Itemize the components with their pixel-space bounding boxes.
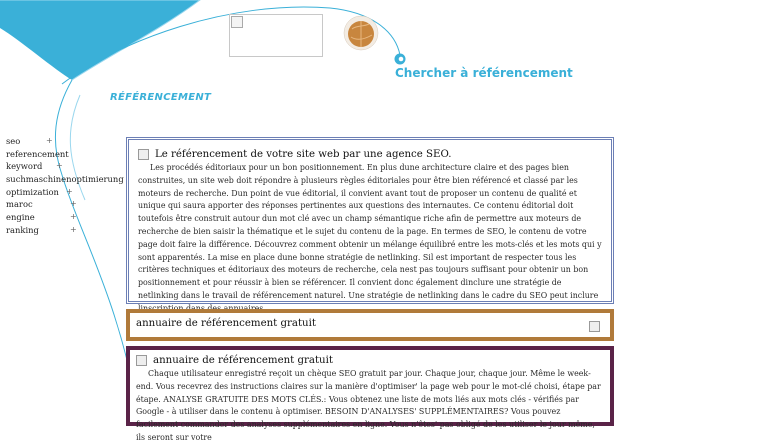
nav-item-seo[interactable]: [6, 136, 116, 149]
article-title-text: annuaire de référencement gratuit: [153, 355, 333, 366]
expand-plus-icon[interactable]: +: [46, 136, 53, 145]
nav-item-label: suchmaschinenoptimierung: [6, 174, 124, 185]
expand-plus-icon[interactable]: +: [56, 161, 63, 171]
nav-item-label: referencement: [6, 148, 69, 159]
article-title-text: Le référencement de votre site web par une agence SEO.: [155, 149, 452, 160]
article-seo-agency: [126, 137, 614, 304]
nav-item-label: keyword: [6, 161, 43, 172]
nav-item-maroc[interactable]: [6, 199, 116, 212]
sidebar-nav: [6, 136, 124, 238]
broken-image-icon: [136, 355, 147, 366]
nav-item-keyword[interactable]: [6, 161, 116, 174]
article-title[interactable]: [138, 148, 604, 161]
globe-logo-icon: [343, 15, 379, 51]
article-body: Chaque utilisateur enregistré reçoit un chèque SEO gratuit par jour. Chaque jour, chaque jour. Même le week-end. Vous recevrez des instructions claires sur la manière d'optimiser' la page web pour le mot-clé choisi, étape par étape. ANALYSE GRATUITE DES MOTS CLÉS.: Vous obtenez une liste de mots liés aux mots clés - vérifiés par Google - à utiliser dans le contenu à optimiser. BESOIN D'ANALYSES' SUPPLÉMENTAIRES? Vous pouvez facilement commander des analyses supplémentaires en ligne. Vous n'êtes' pas obligé de les utiliser le jour même, ils seront sur votre: [136, 369, 601, 442]
article-title[interactable]: annuaire de référencement gratuit: [136, 318, 316, 329]
expand-plus-icon[interactable]: +: [70, 224, 77, 234]
article-body: Les procédés éditoriaux pour un bon positionnement. En plus dune architecture claire et des pages bien construites, un site web doit répondre à plusieurs règles éditoriales pour être bien référencé et classé par les moteurs de recherche. Dun point de vue éditorial, il convient avant tout de proposer un contenu de qualité et unique qui saura apporter des réponses pertinentes aux questions des internautes. Ce contenu éditorial doit toutefois être construit autour dun mot clé avec un champ sémantique riche afin de permettre aux moteurs de recherche de bien saisir la thématique et le sujet du contenu de la page. En termes de SEO, le contenu de votre page doit faire la différence. Découvrez comment obtenir un mélange équilibré entre les mots-clés et les mots qui y sont apparentés. La mise en place dune bonne stratégie de netlinking. Sil est important de respecter tous les critères techniques et éditoriaux des moteurs de recherche, cela nest pas toujours suffisant pour obtenir un bon positionnement et pour réussir à bien se référencer. Il convient donc également dinclure une stratégie de netlinking dans le travail de référencement naturel. Une stratégie de netlinking dans le cadre du SEO peut inclure: [138, 163, 602, 300]
expand-plus-icon[interactable]: +: [70, 212, 77, 222]
nav-item-label: ranking: [6, 224, 39, 235]
expand-plus-icon[interactable]: +: [70, 199, 77, 209]
article-annuaire-gratuit: [126, 346, 614, 442]
nav-item-label: engine: [6, 212, 35, 223]
broken-image-icon: [589, 321, 600, 332]
nav-item-label: seo: [6, 136, 21, 146]
nav-item-suchmaschinenoptimierung[interactable]: [6, 174, 124, 187]
nav-item-label: maroc: [6, 199, 33, 210]
site-brand-title[interactable]: RÉFÉRENCEMENT: [110, 92, 212, 103]
nav-item-optimization[interactable]: [6, 187, 116, 200]
nav-item-label: optimization: [6, 186, 59, 197]
nav-item-engine[interactable]: [6, 212, 116, 225]
search-title[interactable]: Chercher à référencement: [395, 66, 573, 80]
broken-image-icon: [138, 149, 149, 160]
article-title[interactable]: [136, 354, 602, 367]
expand-plus-icon[interactable]: +: [66, 186, 73, 196]
nav-item-referencement[interactable]: [6, 149, 116, 162]
search-marker-icon: [394, 53, 406, 65]
header-banner-image: [229, 14, 323, 57]
article-annuaire-link: [126, 309, 614, 341]
nav-item-ranking[interactable]: [6, 225, 116, 238]
